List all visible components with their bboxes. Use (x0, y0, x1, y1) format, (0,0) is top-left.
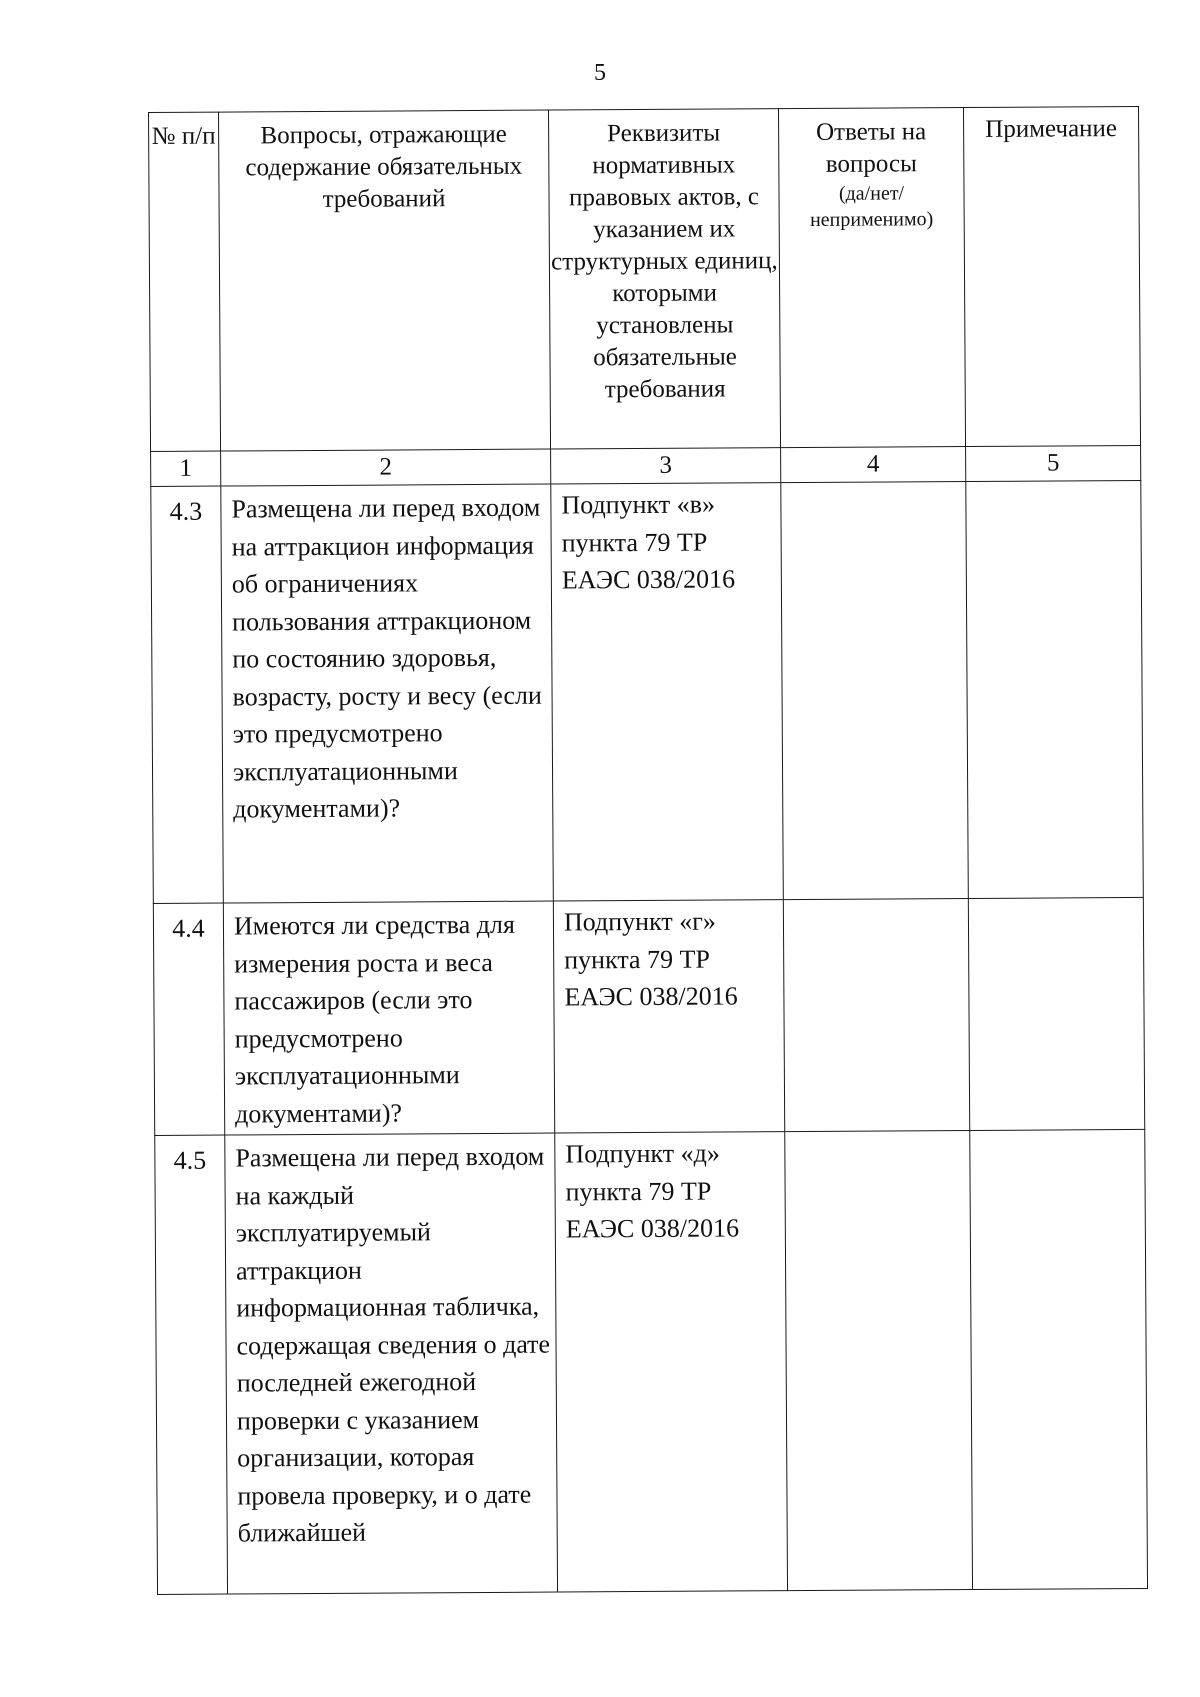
table-header-row (149, 106, 1141, 451)
row-note (966, 480, 1144, 898)
column-number: 3 (551, 448, 781, 484)
row-reference: Подпункт «в» пункта 79 ТР ЕАЭС 038/2016 (551, 483, 784, 901)
column-number: 4 (781, 447, 966, 483)
row-answer (783, 899, 969, 1132)
header-answers-title: Ответы на вопросы (815, 118, 927, 178)
row-reference: Подпункт «д» пункта 79 ТР ЕАЭС 038/2016 (555, 1132, 788, 1592)
row-number: 4.5 (155, 1135, 228, 1594)
row-note (970, 1129, 1148, 1589)
row-question: Размещена ли перед входом на аттракцион информация об ограничениях пользования аттракционом по состоянию здоровья, возрасту, росту и весу (если это предусмотрено эксплуатационными документами)? (221, 484, 554, 903)
row-question: Размещена ли перед входом на каждый эксплуатируемый аттракцион информационная табличка, содержащая сведения о дате последней ежегодной проверки с указанием организации, которая провела проверку, и о дате ближайшей (225, 1133, 558, 1594)
header-answers-options: (да/нет/ неприменимо) (809, 182, 934, 231)
row-number: 4.3 (151, 486, 224, 903)
row-answer (781, 482, 969, 900)
row-question: Имеются ли средства для измерения роста и веса пассажиров (если это предусмотрено эксплуатационными документами)? (223, 901, 554, 1135)
row-note (968, 897, 1144, 1130)
table-row (151, 480, 1144, 903)
column-number: 1 (151, 451, 221, 486)
row-number: 4.4 (153, 903, 224, 1135)
table-row (153, 897, 1144, 1135)
column-number: 2 (221, 449, 551, 486)
requirements-table (148, 106, 1148, 1595)
header-references: Реквизиты нормативных правовых актов, с указанием их структурных единиц, которыми установлены обязательные требования (548, 109, 780, 449)
row-answer (785, 1130, 973, 1590)
table-row (155, 1129, 1148, 1594)
header-notes: Примечание (963, 106, 1140, 446)
header-number: № п/п (149, 112, 221, 451)
page-number: 5 (594, 60, 606, 86)
column-number-row (151, 445, 1141, 486)
column-number: 5 (966, 445, 1141, 481)
header-questions: Вопросы, отражающие содержание обязательных требований (219, 110, 551, 451)
header-answers (778, 108, 965, 448)
row-reference: Подпункт «г» пункта 79 ТР ЕАЭС 038/2016 (553, 900, 784, 1133)
